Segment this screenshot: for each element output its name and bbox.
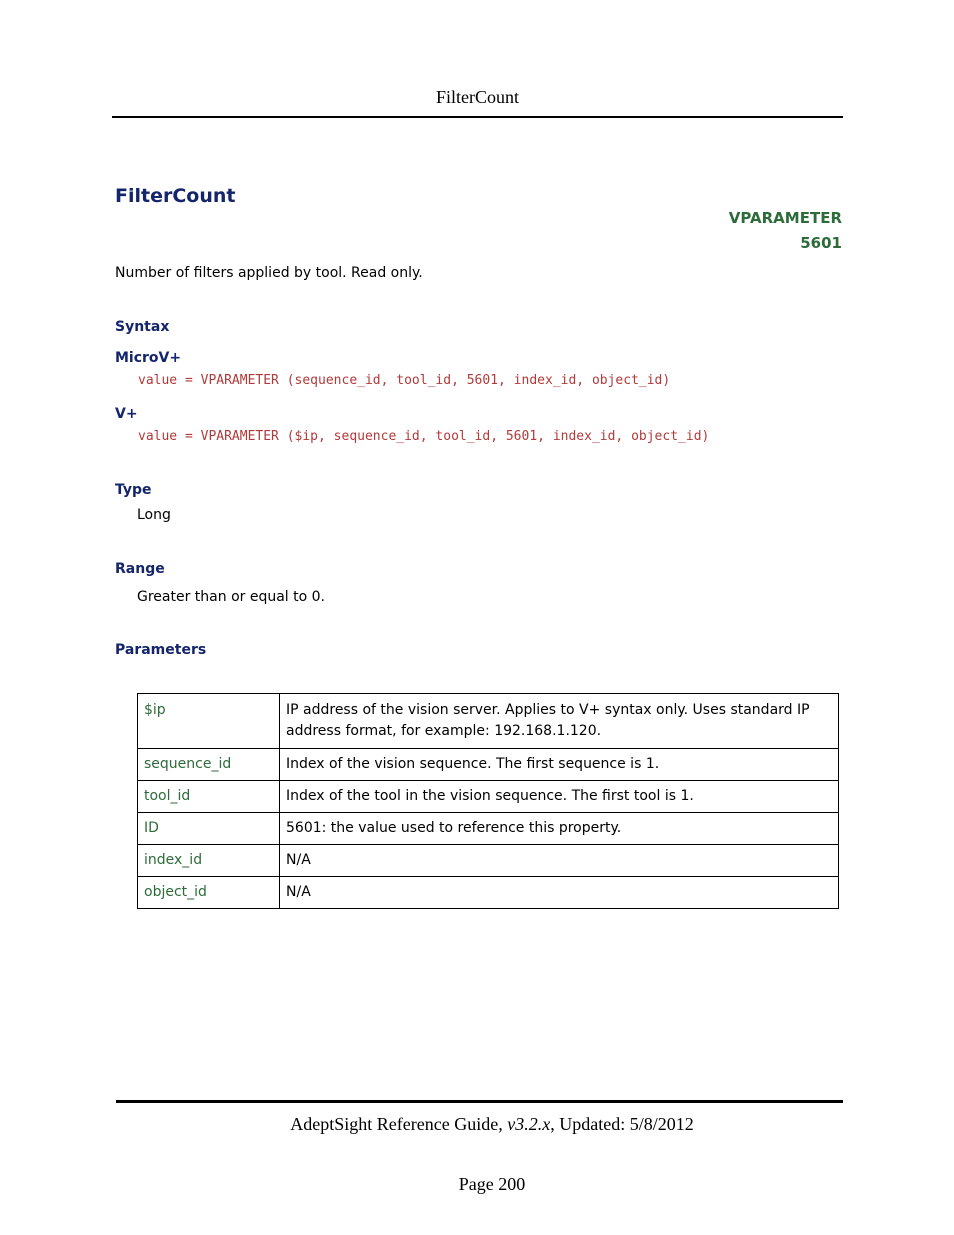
page-number: Page 200 — [458, 1174, 526, 1194]
param-description-cell: N/A — [280, 877, 839, 909]
parameters-table — [137, 693, 839, 909]
range-heading: Range — [115, 561, 165, 577]
param-name-cell: sequence_id — [138, 749, 280, 781]
guide-version: , v3.2.x — [498, 1114, 551, 1134]
vparameter-keyword: VPARAMETER — [728, 209, 842, 227]
table-row — [138, 749, 839, 781]
microv-syntax-code: value = VPARAMETER (sequence_id, tool_id, 5601, index_id, object_id) — [138, 373, 671, 388]
param-name-cell: ID — [138, 813, 280, 845]
type-value: Long — [137, 507, 171, 523]
param-description-cell: N/A — [280, 845, 839, 877]
param-name-cell: object_id — [138, 877, 280, 909]
syntax-heading: Syntax — [115, 319, 170, 335]
table-row — [138, 845, 839, 877]
param-name-cell: index_id — [138, 845, 280, 877]
page-title: FilterCount — [115, 185, 236, 207]
vparameter-id: 5601 — [800, 234, 842, 252]
param-description-cell: 5601: the value used to reference this property. — [280, 813, 839, 845]
vplus-label: V+ — [115, 406, 138, 422]
table-row — [138, 781, 839, 813]
table-row — [138, 813, 839, 845]
table-row — [138, 877, 839, 909]
footer-guide-line — [112, 1113, 872, 1135]
param-description-cell: IP address of the vision server. Applies to V+ syntax only. Uses standard IP address format, for example: 192.168.1.120. — [280, 694, 839, 749]
guide-updated: , Updated: 5/8/2012 — [550, 1114, 694, 1134]
type-heading: Type — [115, 482, 152, 498]
vplus-syntax-code: value = VPARAMETER ($ip, sequence_id, tool_id, 5601, index_id, object_id) — [138, 429, 710, 444]
footer-divider — [116, 1100, 843, 1103]
table-row — [138, 694, 839, 749]
header-divider — [112, 116, 843, 118]
param-name-cell: tool_id — [138, 781, 280, 813]
microv-label: MicroV+ — [115, 350, 182, 366]
topic-description: Number of filters applied by tool. Read only. — [115, 265, 423, 281]
range-value: Greater than or equal to 0. — [137, 589, 325, 605]
param-description-cell: Index of the tool in the vision sequence. The first tool is 1. — [280, 781, 839, 813]
param-description-cell: Index of the vision sequence. The first sequence is 1. — [280, 749, 839, 781]
running-header: FilterCount — [435, 87, 519, 107]
parameters-heading: Parameters — [115, 642, 207, 658]
param-name-cell: $ip — [138, 694, 280, 749]
guide-title: AdeptSight Reference Guide — [290, 1114, 499, 1134]
